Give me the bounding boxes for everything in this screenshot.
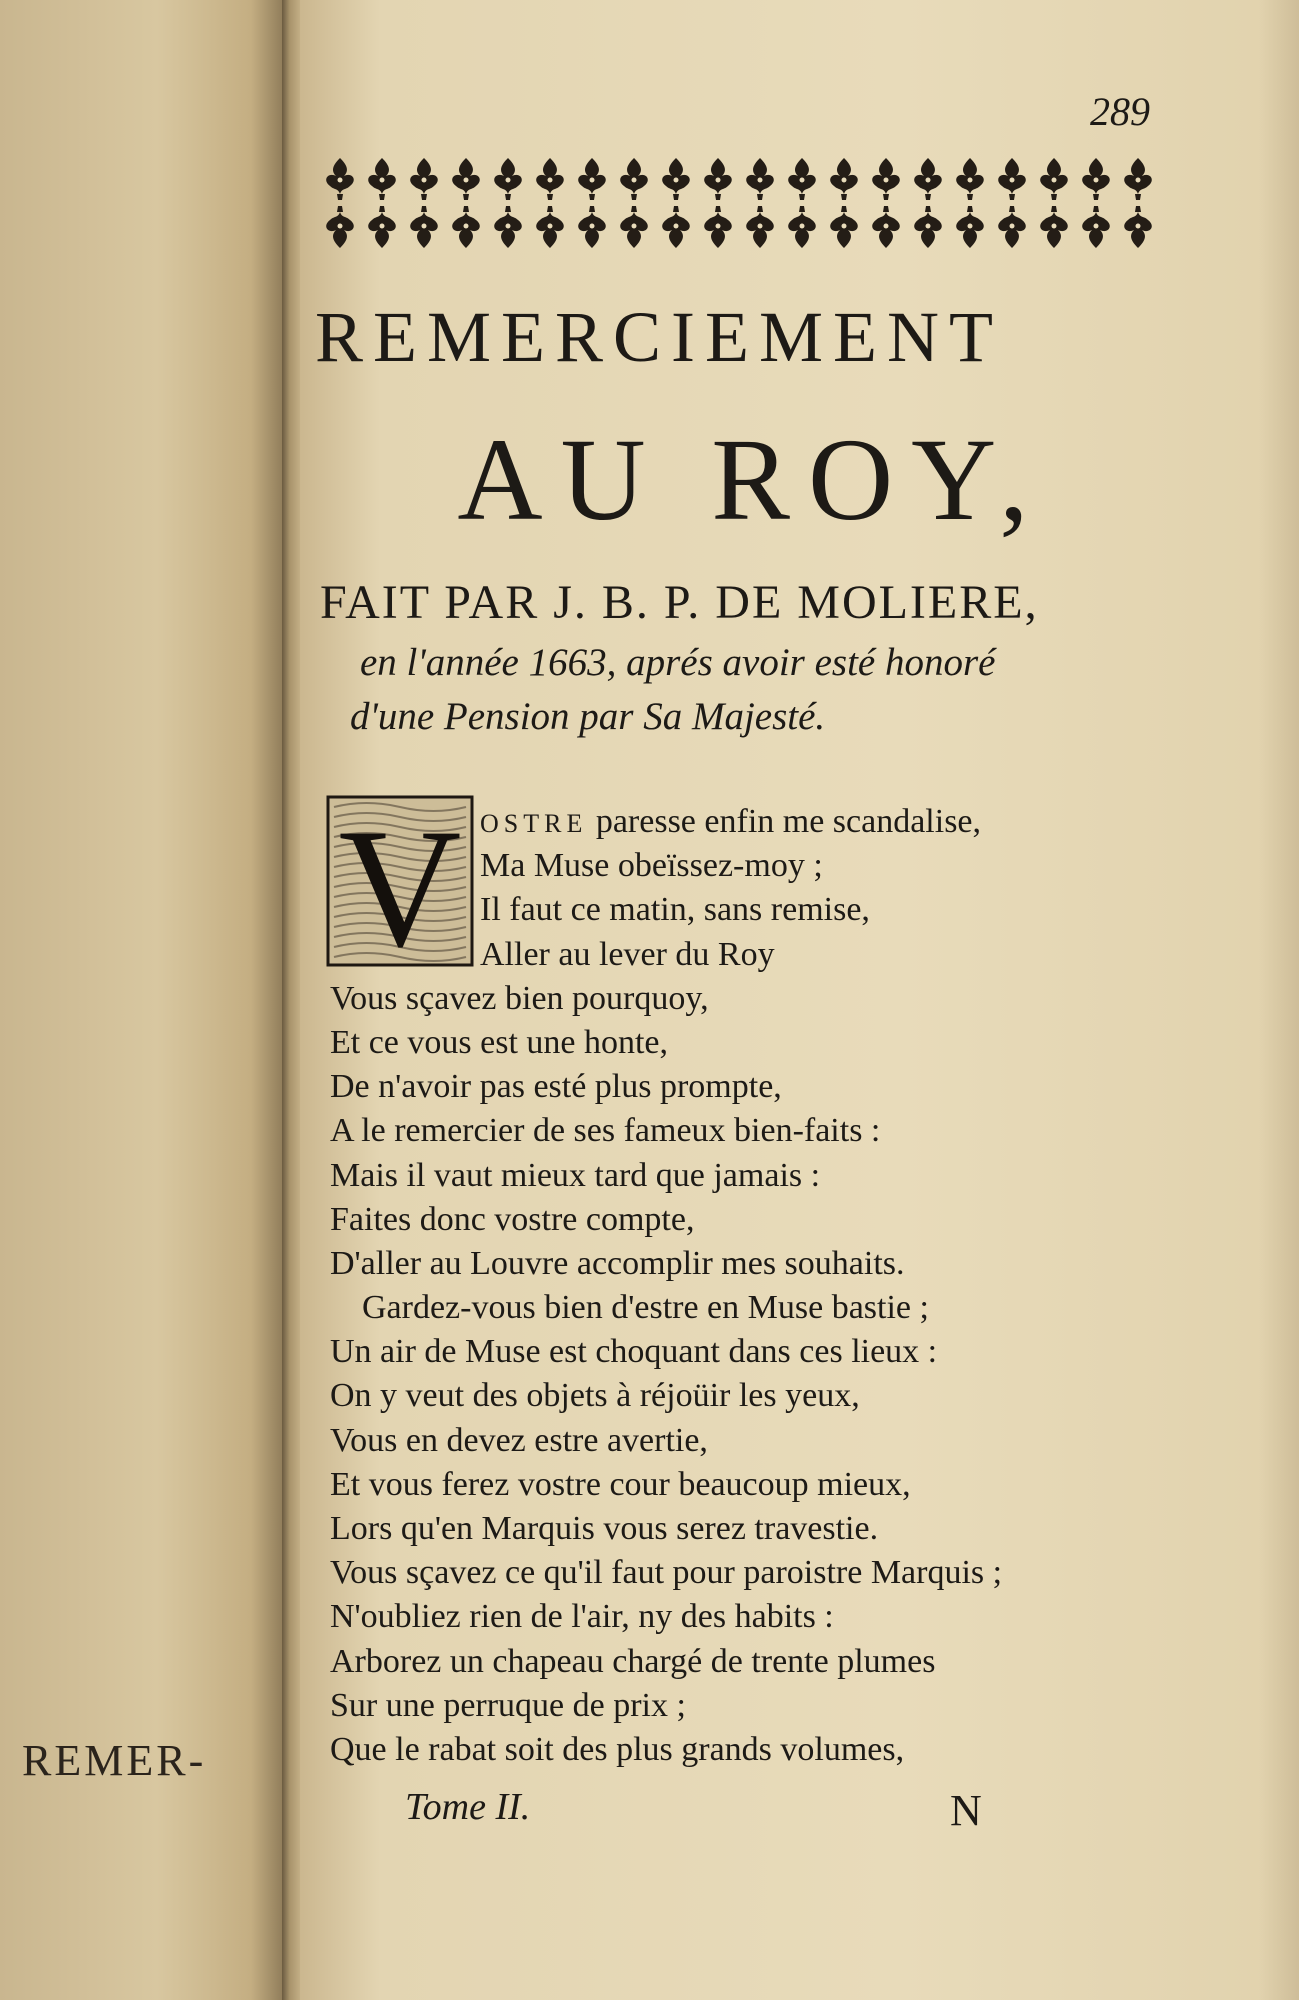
subtitle-line-3: d'une Pension par Sa Majesté. — [350, 695, 826, 738]
verse-first-rest: paresse enfin me scandalise, — [587, 803, 982, 840]
verse-line: Ma Muse obeïssez-moy ; — [480, 847, 823, 885]
right-page — [300, 0, 1299, 2000]
verse-line: De n'avoir pas esté plus prompte, — [330, 1068, 782, 1106]
dropcap-letter: V — [338, 795, 462, 967]
verse-line: Et ce vous est une honte, — [330, 1023, 669, 1061]
page-number: 289 — [1090, 89, 1150, 134]
poem-body — [330, 800, 1190, 1772]
left-catchword: REMER- — [22, 1736, 207, 1785]
verse-line: Aller au lever du Roy — [480, 935, 775, 973]
left-page-show-through — [0, 0, 285, 2000]
verse-line: N'oubliez rien de l'air, ny des habits : — [330, 1598, 834, 1636]
verse-line: Un air de Muse est choquant dans ces lieux : — [330, 1333, 938, 1371]
verse-smallcaps: OSTRE — [480, 809, 588, 838]
page-edge-shadow — [1259, 0, 1299, 2000]
verse-line: Gardez-vous bien d'estre en Muse bastie ; — [362, 1289, 929, 1327]
verse-line: Vous en devez estre avertie, — [330, 1421, 708, 1459]
verse-line: D'aller au Louvre accomplir mes souhaits. — [330, 1244, 905, 1282]
footer-volume: Tome II. — [405, 1786, 531, 1828]
verse-line: Arborez un chapeau chargé de trente plumes — [330, 1642, 936, 1680]
title-line-2: AU ROY, — [457, 414, 1047, 545]
verse-line: A le remercier de ses fameux bien-faits : — [330, 1112, 881, 1150]
verse-line: Il faut ce matin, sans remise, — [480, 891, 870, 929]
verse-line: Faites donc vostre compte, — [330, 1200, 695, 1238]
title-line-1: REMERCIEMENT — [315, 297, 1003, 377]
footer-signature-mark: N — [950, 1786, 982, 1835]
verse-line: Vous sçavez bien pourquoy, — [330, 979, 709, 1017]
verse-line-1 — [330, 800, 1190, 844]
subtitle-line-2: en l'année 1663, aprés avoir esté honoré — [360, 641, 996, 684]
verse-line: On y veut des objets à réjoüir les yeux, — [330, 1377, 860, 1415]
verse-line: Et vous ferez vostre cour beaucoup mieux, — [330, 1465, 911, 1503]
verse-line: Que le rabat soit des plus grands volumes, — [330, 1730, 905, 1768]
verse-line: Vous sçavez ce qu'il faut pour paroistre Marquis ; — [330, 1554, 1003, 1592]
subtitle-line-1: FAIT PAR J. B. P. DE MOLIERE, — [320, 576, 1039, 629]
left-page — [0, 0, 285, 2000]
verse-line: Lors qu'en Marquis vous serez travestie. — [330, 1510, 879, 1547]
ornamental-headpiece — [320, 152, 1158, 254]
verse-line: Mais il vaut mieux tard que jamais : — [330, 1156, 821, 1194]
verse-line: Sur une perruque de prix ; — [330, 1686, 686, 1724]
